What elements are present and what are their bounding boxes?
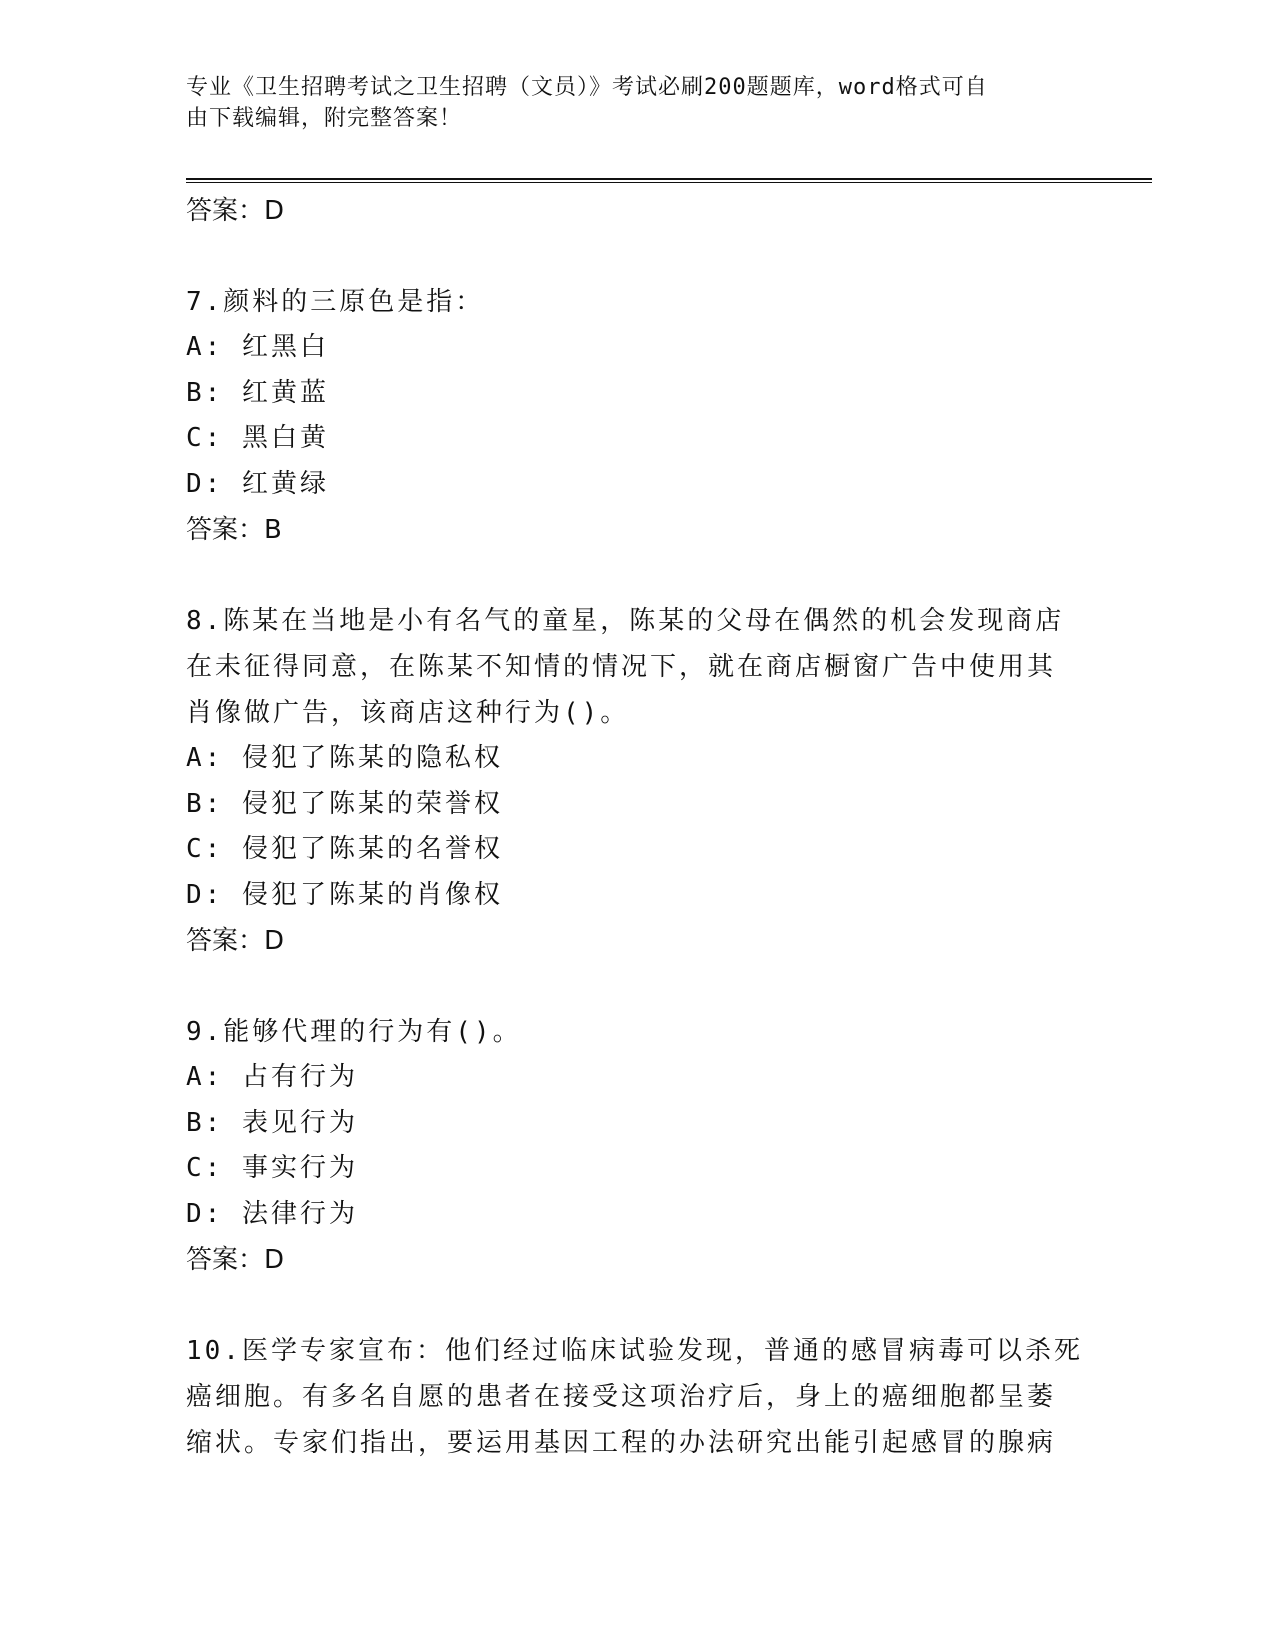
- answer: 答案：D: [186, 926, 285, 956]
- option-a: A: 占有行为: [186, 1062, 358, 1092]
- question-stem: 7.颜料的三原色是指：: [186, 287, 485, 317]
- option-c: C: 事实行为: [186, 1153, 358, 1183]
- option-d: D: 红黄绿: [186, 468, 329, 499]
- question-list: [186, 188, 1086, 1466]
- answer: 答案：D: [186, 1245, 285, 1275]
- option-c: C: 侵犯了陈某的名誉权: [186, 834, 503, 864]
- option-d: D: 侵犯了陈某的肖像权: [186, 879, 503, 910]
- spacer: [186, 1283, 1086, 1328]
- option-c: C: 黑白黄: [186, 423, 329, 453]
- question-stem-line-1: 8.陈某在当地是小有名气的童星，陈某的父母在偶然的机会发现商店: [186, 606, 1065, 636]
- previous-answer: 答案：D: [186, 196, 285, 226]
- spacer: [186, 964, 1086, 1009]
- question-item: [186, 598, 1086, 1009]
- question-item: [186, 1328, 1086, 1466]
- option-a: A: 红黑白: [186, 332, 329, 362]
- header-rule-thick: [186, 178, 1152, 180]
- document-header: [186, 72, 1066, 134]
- option-b: B: 侵犯了陈某的荣誉权: [186, 788, 503, 819]
- spacer: [186, 553, 1086, 598]
- question-item: [186, 1009, 1086, 1328]
- question-stem-line-1: 10.医学专家宣布：他们经过临床试验发现，普通的感冒病毒可以杀死: [186, 1336, 1083, 1366]
- question-item: [186, 279, 1086, 598]
- header-line-2: 由下载编辑，附完整答案！: [186, 106, 463, 131]
- question-stem-line-3: 肖像做广告，该商店这种行为()。: [186, 698, 630, 728]
- option-a: A: 侵犯了陈某的隐私权: [186, 743, 503, 773]
- answer: 答案：B: [186, 515, 282, 545]
- header-rule-thin: [186, 182, 1152, 183]
- question-stem: 9.能够代理的行为有()。: [186, 1017, 522, 1047]
- question-stem-line-2: 在未征得同意，在陈某不知情的情况下，就在商店橱窗广告中使用其: [186, 652, 1057, 682]
- option-b: B: 表见行为: [186, 1107, 358, 1138]
- question-stem-line-2: 癌细胞。有多名自愿的患者在接受这项治疗后，身上的癌细胞都呈萎: [186, 1382, 1057, 1412]
- question-stem-line-3: 缩状。专家们指出，要运用基因工程的办法研究出能引起感冒的腺病: [186, 1428, 1057, 1458]
- option-b: B: 红黄蓝: [186, 377, 329, 408]
- option-d: D: 法律行为: [186, 1198, 358, 1229]
- spacer: [186, 234, 1086, 279]
- header-line-1: 专业《卫生招聘考试之卫生招聘（文员）》考试必刷200题题库，word格式可自: [186, 75, 988, 100]
